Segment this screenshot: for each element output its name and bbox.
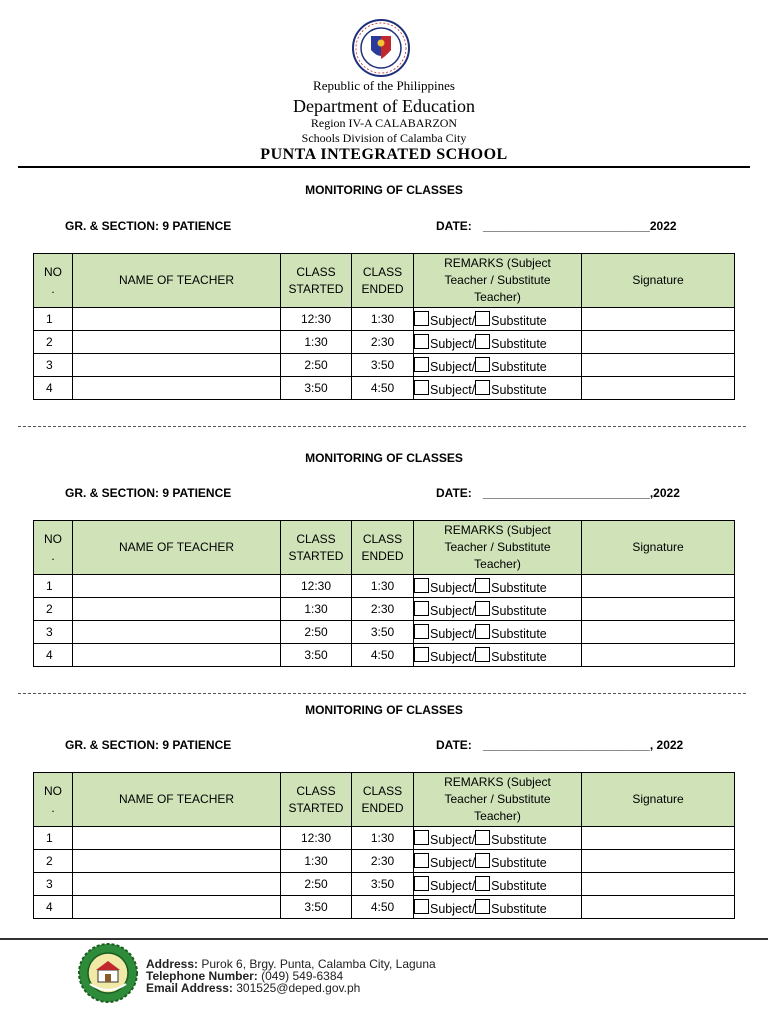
substitute-label: Substitute (491, 626, 547, 641)
class-started-cell: 3:50 (281, 377, 352, 400)
table-row (34, 896, 735, 919)
subject-label: Subject/ (430, 603, 476, 618)
table-row (34, 621, 735, 644)
class-ended-cell: 1:30 (352, 308, 414, 331)
class-ended-cell: 2:30 (352, 598, 414, 621)
grade-section: GR. & SECTION: 9 PATIENCE (65, 219, 232, 233)
remarks-cell (414, 644, 582, 667)
class-ended-cell: 2:30 (352, 331, 414, 354)
teacher-name-cell[interactable] (73, 331, 281, 354)
deped-seal-logo (345, 18, 417, 78)
date-field[interactable]: _________________________2022 (483, 219, 677, 233)
subject-checkbox[interactable] (414, 876, 429, 891)
col-no-header: NO . (34, 254, 73, 308)
substitute-checkbox[interactable] (475, 624, 490, 639)
signature-cell[interactable] (582, 598, 735, 621)
monitoring-table (33, 772, 735, 919)
subject-checkbox[interactable] (414, 311, 429, 326)
republic-line: Republic of the Philippines (313, 78, 455, 93)
substitute-label: Substitute (491, 580, 547, 595)
substitute-label: Substitute (491, 855, 547, 870)
subject-label: Subject/ (430, 359, 476, 374)
teacher-name-cell[interactable] (73, 354, 281, 377)
signature-cell[interactable] (582, 896, 735, 919)
row-number: 2 (34, 331, 73, 354)
teacher-name-cell[interactable] (73, 873, 281, 896)
footer-divider (0, 938, 768, 940)
subject-checkbox[interactable] (414, 647, 429, 662)
class-started-cell: 12:30 (281, 827, 352, 850)
date-field[interactable]: _________________________,2022 (483, 486, 680, 500)
school-name: PUNTA INTEGRATED SCHOOL (260, 146, 508, 163)
col-ended-header: CLASS ENDED (352, 773, 414, 827)
date-label: DATE: (436, 486, 472, 500)
subject-checkbox[interactable] (414, 357, 429, 372)
remarks-cell (414, 377, 582, 400)
class-ended-cell: 2:30 (352, 850, 414, 873)
subject-checkbox[interactable] (414, 578, 429, 593)
subject-label: Subject/ (430, 878, 476, 893)
form-title: MONITORING OF CLASSES (305, 451, 463, 465)
subject-checkbox[interactable] (414, 624, 429, 639)
class-started-cell: 1:30 (281, 850, 352, 873)
col-remarks-header: REMARKS (Subject Teacher / Substitute Teacher) (414, 521, 582, 575)
col-started-header: CLASS STARTED (281, 254, 352, 308)
substitute-checkbox[interactable] (475, 311, 490, 326)
col-teacher-header: NAME OF TEACHER (73, 773, 281, 827)
subject-label: Subject/ (430, 855, 476, 870)
class-started-cell: 2:50 (281, 621, 352, 644)
footer-phone: Telephone Number: (049) 549-6384 (146, 969, 344, 983)
signature-cell[interactable] (582, 575, 735, 598)
grade-section: GR. & SECTION: 9 PATIENCE (65, 486, 232, 500)
row-number: 3 (34, 354, 73, 377)
col-teacher-header: NAME OF TEACHER (73, 521, 281, 575)
remarks-cell (414, 873, 582, 896)
remarks-cell (414, 308, 582, 331)
col-signature-header: Signature (582, 254, 735, 308)
substitute-label: Substitute (491, 901, 547, 916)
col-no-header: NO . (34, 521, 73, 575)
subject-checkbox[interactable] (414, 853, 429, 868)
signature-cell[interactable] (582, 308, 735, 331)
signature-cell[interactable] (582, 644, 735, 667)
table-row (34, 331, 735, 354)
table-row (34, 575, 735, 598)
division-line: Schools Division of Calamba City (301, 131, 467, 145)
col-signature-header: Signature (582, 521, 735, 575)
signature-cell[interactable] (582, 827, 735, 850)
substitute-checkbox[interactable] (475, 853, 490, 868)
substitute-checkbox[interactable] (475, 334, 490, 349)
teacher-name-cell[interactable] (73, 896, 281, 919)
signature-cell[interactable] (582, 354, 735, 377)
row-number: 2 (34, 598, 73, 621)
teacher-name-cell[interactable] (73, 377, 281, 400)
signature-cell[interactable] (582, 621, 735, 644)
cut-line (18, 693, 746, 694)
row-number: 3 (34, 873, 73, 896)
teacher-name-cell[interactable] (73, 621, 281, 644)
substitute-label: Substitute (491, 832, 547, 847)
school-logo (76, 942, 140, 1004)
row-number: 1 (34, 308, 73, 331)
substitute-checkbox[interactable] (475, 380, 490, 395)
substitute-label: Substitute (491, 313, 547, 328)
remarks-cell (414, 850, 582, 873)
substitute-checkbox[interactable] (475, 578, 490, 593)
class-started-cell: 12:30 (281, 308, 352, 331)
subject-label: Subject/ (430, 626, 476, 641)
substitute-checkbox[interactable] (475, 601, 490, 616)
table-row (34, 873, 735, 896)
subject-checkbox[interactable] (414, 830, 429, 845)
table-row (34, 308, 735, 331)
table-row (34, 377, 735, 400)
form-title: MONITORING OF CLASSES (305, 183, 463, 197)
class-ended-cell: 1:30 (352, 575, 414, 598)
col-no-header: NO . (34, 773, 73, 827)
table-row (34, 598, 735, 621)
col-teacher-header: NAME OF TEACHER (73, 254, 281, 308)
subject-label: Subject/ (430, 580, 476, 595)
date-label: DATE: (436, 738, 472, 752)
header-divider (18, 166, 750, 168)
grade-section: GR. & SECTION: 9 PATIENCE (65, 738, 232, 752)
class-ended-cell: 1:30 (352, 827, 414, 850)
teacher-name-cell[interactable] (73, 308, 281, 331)
subject-label: Subject/ (430, 901, 476, 916)
remarks-cell (414, 331, 582, 354)
remarks-cell (414, 896, 582, 919)
department-name: Department of Education (293, 96, 475, 116)
remarks-cell (414, 827, 582, 850)
monitoring-table (33, 253, 735, 400)
teacher-name-cell[interactable] (73, 575, 281, 598)
form-title: MONITORING OF CLASSES (305, 703, 463, 717)
col-started-header: CLASS STARTED (281, 773, 352, 827)
col-remarks-header: REMARKS (Subject Teacher / Substitute Teacher) (414, 254, 582, 308)
date-label: DATE: (436, 219, 472, 233)
col-ended-header: CLASS ENDED (352, 254, 414, 308)
monitoring-table (33, 520, 735, 667)
class-ended-cell: 4:50 (352, 644, 414, 667)
signature-cell[interactable] (582, 873, 735, 896)
teacher-name-cell[interactable] (73, 644, 281, 667)
col-started-header: CLASS STARTED (281, 521, 352, 575)
teacher-name-cell[interactable] (73, 827, 281, 850)
substitute-label: Substitute (491, 878, 547, 893)
col-ended-header: CLASS ENDED (352, 521, 414, 575)
subject-checkbox[interactable] (414, 899, 429, 914)
substitute-label: Substitute (491, 649, 547, 664)
teacher-name-cell[interactable] (73, 598, 281, 621)
teacher-name-cell[interactable] (73, 850, 281, 873)
class-ended-cell: 3:50 (352, 621, 414, 644)
class-started-cell: 1:30 (281, 331, 352, 354)
table-row (34, 827, 735, 850)
class-ended-cell: 4:50 (352, 896, 414, 919)
remarks-cell (414, 575, 582, 598)
class-started-cell: 1:30 (281, 598, 352, 621)
col-signature-header: Signature (582, 773, 735, 827)
cut-line (18, 426, 746, 427)
signature-cell[interactable] (582, 331, 735, 354)
class-ended-cell: 3:50 (352, 873, 414, 896)
row-number: 4 (34, 644, 73, 667)
row-number: 2 (34, 850, 73, 873)
substitute-label: Substitute (491, 382, 547, 397)
remarks-cell (414, 354, 582, 377)
class-ended-cell: 3:50 (352, 354, 414, 377)
substitute-checkbox[interactable] (475, 830, 490, 845)
subject-label: Subject/ (430, 649, 476, 664)
row-number: 4 (34, 377, 73, 400)
remarks-cell (414, 621, 582, 644)
class-started-cell: 2:50 (281, 354, 352, 377)
substitute-label: Substitute (491, 336, 547, 351)
class-started-cell: 12:30 (281, 575, 352, 598)
substitute-checkbox[interactable] (475, 876, 490, 891)
footer-address: Address: Purok 6, Brgy. Punta, Calamba City, Laguna (146, 957, 436, 971)
region-line: Region IV-A CALABARZON (310, 116, 458, 130)
table-row (34, 354, 735, 377)
col-remarks-header: REMARKS (Subject Teacher / Substitute Teacher) (414, 773, 582, 827)
substitute-checkbox[interactable] (475, 647, 490, 662)
row-number: 1 (34, 575, 73, 598)
row-number: 1 (34, 827, 73, 850)
subject-checkbox[interactable] (414, 334, 429, 349)
row-number: 3 (34, 621, 73, 644)
row-number: 4 (34, 896, 73, 919)
substitute-label: Substitute (491, 359, 547, 374)
signature-cell[interactable] (582, 850, 735, 873)
table-row (34, 850, 735, 873)
subject-checkbox[interactable] (414, 601, 429, 616)
class-started-cell: 2:50 (281, 873, 352, 896)
table-row (34, 644, 735, 667)
remarks-cell (414, 598, 582, 621)
class-started-cell: 3:50 (281, 644, 352, 667)
substitute-checkbox[interactable] (475, 357, 490, 372)
substitute-checkbox[interactable] (475, 899, 490, 914)
subject-label: Subject/ (430, 313, 476, 328)
subject-label: Subject/ (430, 382, 476, 397)
footer-email: Email Address: 301525@deped.gov.ph (146, 981, 361, 995)
signature-cell[interactable] (582, 377, 735, 400)
subject-checkbox[interactable] (414, 380, 429, 395)
substitute-label: Substitute (491, 603, 547, 618)
class-started-cell: 3:50 (281, 896, 352, 919)
subject-label: Subject/ (430, 832, 476, 847)
class-ended-cell: 4:50 (352, 377, 414, 400)
date-field[interactable]: _________________________, 2022 (483, 738, 684, 752)
subject-label: Subject/ (430, 336, 476, 351)
